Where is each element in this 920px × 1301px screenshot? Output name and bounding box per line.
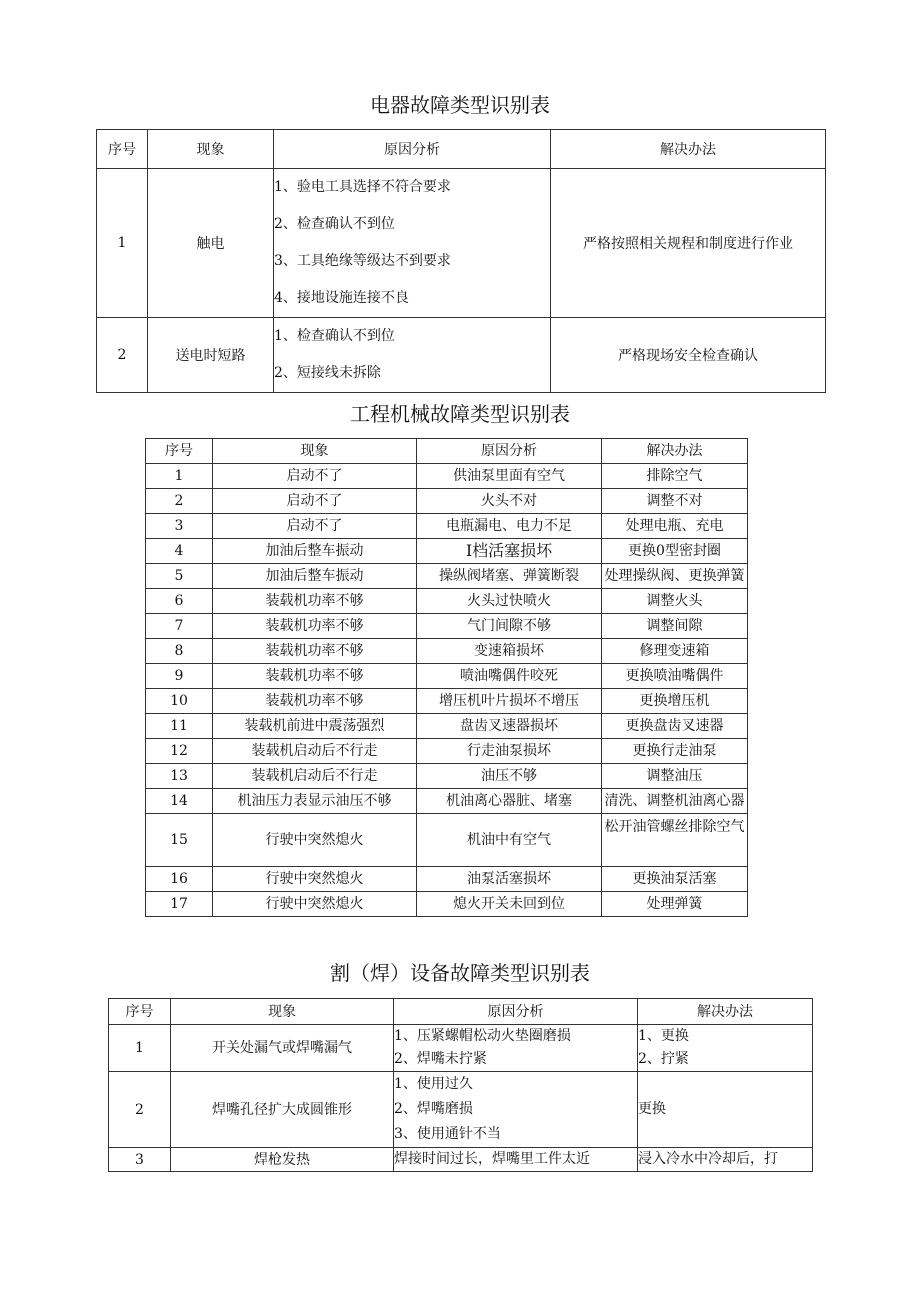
row-phenomenon: 焊枪发热 — [171, 1148, 394, 1172]
row-solution: 排除空气 — [602, 464, 748, 489]
row-phenomenon: 启动不了 — [213, 464, 417, 489]
cause-line: 3、使用通针不当 — [394, 1126, 501, 1142]
row-phenomenon: 触电 — [148, 169, 274, 318]
row-no: 17 — [146, 892, 213, 917]
row-phenomenon: 加油后整车振动 — [213, 564, 417, 589]
table-header-row — [97, 130, 826, 169]
row-phenomenon: 焊嘴孔径扩大成圆锥形 — [171, 1072, 394, 1148]
row-no: 16 — [146, 867, 213, 892]
solution-line: 2、拧紧 — [638, 1051, 689, 1067]
row-no: 5 — [146, 564, 213, 589]
table-row — [146, 464, 748, 489]
header-phenomenon: 现象 — [213, 439, 417, 464]
row-solutions — [638, 1148, 813, 1172]
cause-line: 2、短接线未拆除 — [274, 365, 381, 381]
row-phenomenon: 送电时短路 — [148, 318, 274, 393]
cause-line: 2、焊嘴磨损 — [394, 1101, 473, 1117]
row-cause: 气门间隙不够 — [417, 614, 602, 639]
welding-table-title: 割（焊）设备故障类型识别表 — [330, 961, 590, 985]
table-row — [146, 867, 748, 892]
row-solution: 更换行走油泵 — [602, 739, 748, 764]
table-row — [146, 664, 748, 689]
table-header-row — [109, 999, 813, 1025]
row-solution: 松开油管螺丝排除空气 — [602, 814, 748, 867]
cause-line: 3、工具绝缘等级达不到要求 — [274, 253, 451, 269]
solution-line: 更换 — [638, 1101, 666, 1117]
cause-line: 1、使用过久 — [394, 1076, 473, 1092]
row-causes — [394, 1148, 638, 1172]
header-cause: 原因分析 — [417, 439, 602, 464]
table-row — [146, 514, 748, 539]
machinery-table-title: 工程机械故障类型识别表 — [350, 402, 570, 426]
row-no: 2 — [146, 489, 213, 514]
row-phenomenon: 装载机功率不够 — [213, 614, 417, 639]
electrical-table-title: 电器故障类型识别表 — [370, 93, 550, 117]
welding-fault-table — [108, 998, 813, 1172]
row-phenomenon: 启动不了 — [213, 514, 417, 539]
row-solution: 处理操纵阀、更换弹簧 — [602, 564, 748, 589]
row-no: 1 — [146, 464, 213, 489]
row-solution: 调整间隙 — [602, 614, 748, 639]
machinery-fault-table — [145, 438, 748, 917]
row-cause: 电瓶漏电、电力不足 — [417, 514, 602, 539]
cause-line: 2、检查确认不到位 — [274, 216, 395, 232]
solution-line: 1、更换 — [638, 1028, 689, 1044]
row-solution: 更换油泵活塞 — [602, 867, 748, 892]
row-no: 8 — [146, 639, 213, 664]
row-no: 4 — [146, 539, 213, 564]
table-row — [146, 589, 748, 614]
row-no: 3 — [146, 514, 213, 539]
cause-line: 焊接时间过长，焊嘴里工件太近 — [394, 1151, 590, 1167]
cause-line: 4、接地设施连接不良 — [274, 290, 409, 306]
row-phenomenon: 装载机功率不够 — [213, 589, 417, 614]
table-row — [146, 639, 748, 664]
row-no: 15 — [146, 814, 213, 867]
cause-line: 1、检查确认不到位 — [274, 328, 395, 344]
header-solution: 解决办法 — [602, 439, 748, 464]
row-solution: 更换增压机 — [602, 689, 748, 714]
row-solutions — [638, 1025, 813, 1072]
solution-line: 浸入冷水中冷却后，打 — [638, 1151, 778, 1167]
table-row — [146, 789, 748, 814]
table-row — [146, 714, 748, 739]
row-no: 10 — [146, 689, 213, 714]
row-causes — [394, 1025, 638, 1072]
table-row — [146, 539, 748, 564]
row-solution: 清洗、调整机油离心器 — [602, 789, 748, 814]
row-solution: 严格按照相关规程和制度进行作业 — [551, 169, 826, 318]
table-header-row — [146, 439, 748, 464]
header-cause: 原因分析 — [394, 999, 638, 1025]
row-solution: 处理电瓶、充电 — [602, 514, 748, 539]
header-cause: 原因分析 — [274, 130, 551, 169]
row-cause: 增压机叶片损坏不增压 — [417, 689, 602, 714]
row-solution: 修理变速箱 — [602, 639, 748, 664]
row-cause: 火头过快喷火 — [417, 589, 602, 614]
row-solution: 更换0型密封圈 — [602, 539, 748, 564]
row-solution: 严格现场安全检查确认 — [551, 318, 826, 393]
row-phenomenon: 装载机功率不够 — [213, 689, 417, 714]
cause-line: 1、验电工具选择不符合要求 — [274, 179, 451, 195]
table-row — [97, 318, 826, 393]
row-solution: 调整油压 — [602, 764, 748, 789]
header-solution: 解决办法 — [638, 999, 813, 1025]
header-phenomenon: 现象 — [148, 130, 274, 169]
row-cause: Ⅰ档活塞损坏 — [417, 539, 602, 564]
row-no: 9 — [146, 664, 213, 689]
table-row — [146, 564, 748, 589]
row-cause: 操纵阀堵塞、弹簧断裂 — [417, 564, 602, 589]
row-phenomenon: 装载机功率不够 — [213, 639, 417, 664]
row-solution: 更换盘齿叉速器 — [602, 714, 748, 739]
electrical-fault-table — [96, 129, 826, 393]
table-row — [97, 169, 826, 318]
row-cause: 变速箱损坏 — [417, 639, 602, 664]
row-phenomenon: 行驶中突然熄火 — [213, 867, 417, 892]
cause-line: 1、压紧螺帽松动火垫圈磨损 — [394, 1028, 571, 1044]
table-row — [146, 892, 748, 917]
row-no: 2 — [109, 1072, 171, 1148]
row-phenomenon: 开关处漏气或焊嘴漏气 — [171, 1025, 394, 1072]
row-phenomenon: 行驶中突然熄火 — [213, 892, 417, 917]
table-row — [109, 1072, 813, 1148]
table-row — [146, 814, 748, 867]
table-row — [146, 489, 748, 514]
header-phenomenon: 现象 — [171, 999, 394, 1025]
row-cause: 油泵活塞损坏 — [417, 867, 602, 892]
row-phenomenon: 加油后整车振动 — [213, 539, 417, 564]
row-no: 12 — [146, 739, 213, 764]
table-row — [146, 739, 748, 764]
row-phenomenon: 启动不了 — [213, 489, 417, 514]
row-cause: 火头不对 — [417, 489, 602, 514]
row-cause: 喷油嘴偶件咬死 — [417, 664, 602, 689]
row-solution: 调整火头 — [602, 589, 748, 614]
row-phenomenon: 机油压力表显示油压不够 — [213, 789, 417, 814]
row-no: 2 — [97, 318, 148, 393]
table-row — [146, 614, 748, 639]
table-row — [146, 689, 748, 714]
row-phenomenon: 装载机功率不够 — [213, 664, 417, 689]
row-no: 14 — [146, 789, 213, 814]
header-no: 序号 — [109, 999, 171, 1025]
table-row — [146, 764, 748, 789]
row-no: 3 — [109, 1148, 171, 1172]
cause-line: 2、焊嘴未拧紧 — [394, 1051, 487, 1067]
row-solution: 更换喷油嘴偶件 — [602, 664, 748, 689]
table-row — [109, 1025, 813, 1072]
row-cause: 机油中有空气 — [417, 814, 602, 867]
row-no: 6 — [146, 589, 213, 614]
row-phenomenon: 装载机前进中震荡强烈 — [213, 714, 417, 739]
row-no: 11 — [146, 714, 213, 739]
header-no: 序号 — [97, 130, 148, 169]
row-cause: 供油泵里面有空气 — [417, 464, 602, 489]
row-no: 13 — [146, 764, 213, 789]
header-solution: 解决办法 — [551, 130, 826, 169]
row-cause: 机油离心器脏、堵塞 — [417, 789, 602, 814]
row-no: 1 — [109, 1025, 171, 1072]
row-solution: 处理弹簧 — [602, 892, 748, 917]
row-solution: 调整不对 — [602, 489, 748, 514]
row-cause: 行走油泵损坏 — [417, 739, 602, 764]
row-no: 1 — [97, 169, 148, 318]
row-phenomenon: 装载机启动后不行走 — [213, 739, 417, 764]
table-row — [109, 1148, 813, 1172]
row-cause: 油压不够 — [417, 764, 602, 789]
row-causes — [394, 1072, 638, 1148]
row-causes — [274, 318, 551, 393]
row-solutions — [638, 1072, 813, 1148]
row-no: 7 — [146, 614, 213, 639]
row-phenomenon: 装载机启动后不行走 — [213, 764, 417, 789]
header-no: 序号 — [146, 439, 213, 464]
row-cause: 盘齿叉速器损坏 — [417, 714, 602, 739]
row-causes — [274, 169, 551, 318]
row-cause: 熄火开关未回到位 — [417, 892, 602, 917]
row-phenomenon: 行驶中突然熄火 — [213, 814, 417, 867]
